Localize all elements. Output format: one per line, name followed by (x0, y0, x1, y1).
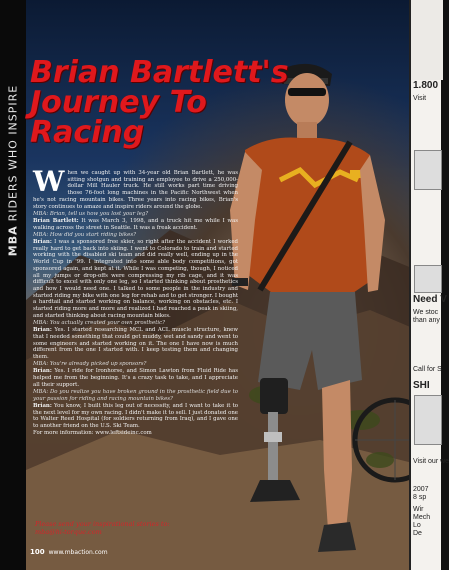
page-footer (30, 548, 108, 556)
adjacent-page-edge (409, 0, 449, 570)
adjacent-product-box (414, 395, 442, 445)
answer-speaker: Brian: (33, 239, 52, 246)
section-spine (0, 0, 26, 570)
interview-answer (33, 403, 238, 430)
adjacent-line: We stoc (413, 309, 439, 316)
answer-speaker: Brian: (33, 327, 52, 334)
answer-speaker: Brian Bartlett: (33, 217, 79, 224)
drop-cap: W (33, 165, 65, 198)
adjacent-line: than any (413, 317, 440, 324)
adjacent-line: Lo (413, 522, 421, 529)
answer-text: You know, I built this leg out of necessity, and I want to take it to the next level for my own racing. I didn't make it to sell. I just donated one to Walter Reed Hospital (for soldiers returning from Iraq), and I gave one to another friend on the U.S. Ski Team. (33, 402, 238, 430)
article-body (33, 165, 239, 437)
interview-answer (33, 327, 238, 361)
interview-question: MBA: Brian, tell us how you lost your leg? (33, 210, 149, 217)
adjacent-line: 2007 (413, 486, 429, 493)
answer-text: It was March 3, 1998, and a truck hit me while I was walking across the street in Seattle. It was a freak accident. (33, 217, 239, 231)
interview-question: MBA: Do you realize you have broken ground in the prosthetic field due to your passion for riding and racing mountain bikes? (33, 389, 238, 402)
article-paragraph: For more information: www.leftsideinc.com (33, 430, 152, 437)
adjacent-visit: Visit (413, 95, 427, 102)
answer-text: Yes. I started researching MCL and ACL muscle structure, knew that I needed something that could get muddy, wet and sandy and went to some engineers and started working on it. The one I have now is much different from the one I started with. I keep testing them and changing them. (33, 327, 238, 360)
answer-speaker: Brian: (33, 368, 52, 375)
page-number: 100 (30, 548, 45, 556)
adjacent-line: Wir (413, 506, 424, 513)
interview-answer (33, 239, 238, 319)
submission-promo: Please send your inspirational stories to: mba@hi-torque.com (35, 520, 170, 536)
interview-question: MBA: You actually created your own prosthetic? (33, 319, 166, 326)
adjacent-line: De (413, 530, 422, 537)
adjacent-line: SHI (413, 380, 430, 391)
adjacent-page-header (411, 0, 443, 80)
qa-list (33, 211, 238, 437)
section-label-bold: MBA (6, 224, 20, 256)
title-line-3: Racing (30, 115, 145, 150)
adjacent-line: Call for S (413, 366, 442, 373)
answer-speaker: Brian: (33, 402, 52, 409)
interview-answer (33, 218, 238, 231)
answer-text: Yes. I ride for Ironhorse, and Simon Lawton from Fluid Ride has helped me from the beginning. It's a crazy task to take, and I appreciate all their support. (33, 368, 238, 388)
interview-answer (33, 368, 238, 388)
adjacent-product-box (414, 150, 442, 190)
title-line-2: Journey To (30, 85, 207, 120)
interview-question: MBA: You're already picked up sponsors? (33, 361, 147, 368)
adjacent-phone: 1.800 (413, 80, 439, 91)
title-line-1: Brian Bartlett's (30, 55, 289, 90)
adjacent-line: Mech (413, 514, 431, 521)
adjacent-line: Visit our we (413, 458, 449, 465)
section-label-text: RIDERS WHO INSPIRE (6, 84, 20, 221)
intro-text: hen we caught up with 34-year old Brian Bartlett, he was sitting shotgun and training an employee to drive a 250,000-dollar Mill Hauler truck. He still works part time driving those 76-foot long machines in the Pacific Northwest when he's not racing mountain bikes. Three years into racing bikes, Brian's story continues to amaze and inspire riders around the globe. (33, 170, 238, 210)
answer-text: I was a sponsored free skier, so right after the accident I worked really hard to get back into skiing. I went to Colorado to train and started working with the disabled ski team and did really well, ending up in the World Cup in '99. I integrated into some able body competitions, got sponsored again, and kept at it. While I was competing, though, I noticed all my jumps or drop-offs were compressing my rib cage, and it was difficult to excel with only one leg, so I started thinking about prosthetics and how I would need one. I talked to some people in the industry and started riding my bike with one leg for rehab and to get stronger. I bought a hardtail and started working on balance, working on obstacles, etc. I started riding more and more and realized I had reached a peak in skiing, and started thinking about racing mountain bikes. (33, 239, 238, 319)
interview-question: MBA: How did you start riding bikes? (33, 231, 136, 238)
adjacent-line: Need V (413, 294, 447, 305)
adjacent-product-box (414, 265, 442, 293)
section-label (2, 60, 24, 280)
footer-site: www.mbaction.com (48, 549, 108, 556)
article-title (30, 55, 290, 150)
article-intro (33, 165, 238, 210)
adjacent-line: 8 sp (413, 494, 427, 501)
